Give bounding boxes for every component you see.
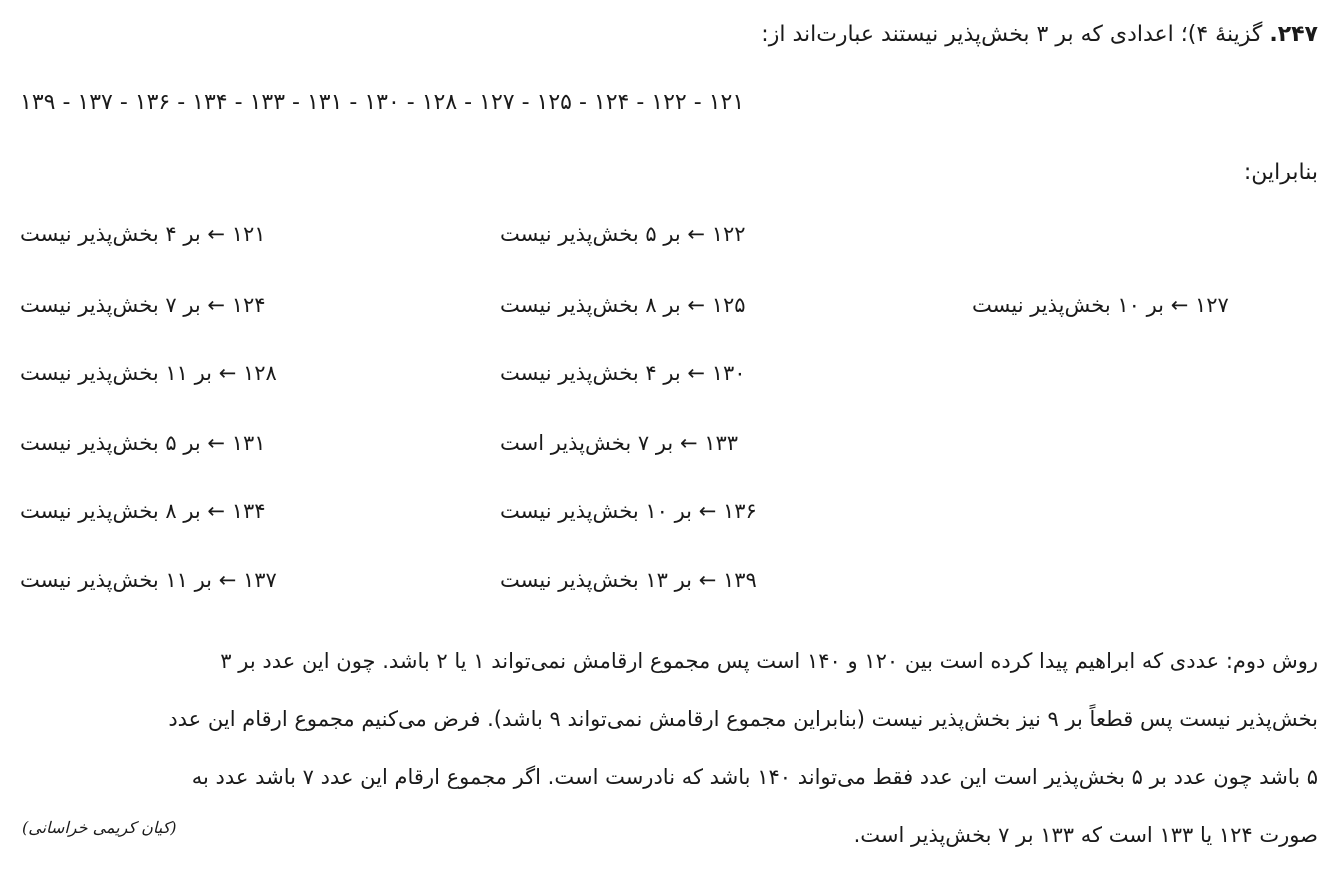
- list-item: ۱۲۸ ← بر ۱۱ بخش‌پذیر نیست: [20, 361, 277, 385]
- list-item: ۱۳۶ ← بر ۱۰ بخش‌پذیر نیست: [500, 499, 757, 523]
- list-item: ۱۳۹ ← بر ۱۳ بخش‌پذیر نیست: [500, 568, 757, 592]
- list-item: ۱۳۱ ← بر ۵ بخش‌پذیر نیست: [20, 431, 266, 455]
- list-item: ۱۲۴ ← بر ۷ بخش‌پذیر نیست: [20, 293, 266, 317]
- list-item: ۱۲۵ ← بر ۸ بخش‌پذیر نیست: [500, 293, 746, 317]
- list-item: ۱۳۷ ← بر ۱۱ بخش‌پذیر نیست: [20, 568, 277, 592]
- paragraph-line: ۵ باشد چون عدد بر ۵ بخش‌پذیر است این عدد فقط می‌تواند ۱۴۰ باشد که نادرست است. اگر مجموع ارقام این عدد ۷ باشد عدد به: [191, 765, 1318, 789]
- paragraph-line: روش دوم: عددی که ابراهیم پیدا کرده است بین ۱۲۰ و ۱۴۰ است پس مجموع ارقامش نمی‌تواند ۱ یا ۲ باشد. چون این عدد بر ۳: [220, 649, 1318, 673]
- list-item: ۱۲۷ ← بر ۱۰ بخش‌پذیر نیست: [972, 293, 1229, 317]
- list-item: ۱۲۱ ← بر ۴ بخش‌پذیر نیست: [20, 222, 266, 246]
- therefore-label: بنابراین:: [1243, 160, 1318, 185]
- problem-number: ۲۴۷.: [1269, 22, 1318, 47]
- paragraph-line: بخش‌پذیر نیست پس قطعاً بر ۹ نیز بخش‌پذیر نیست (بنابراین مجموع ارقامش نمی‌تواند ۹ باشد). فرض می‌کنیم مجموع ارقام این عدد: [168, 707, 1318, 731]
- author-signature: (کیان کریمی خراسانی): [22, 818, 177, 837]
- paragraph-line: صورت ۱۲۴ یا ۱۳۳ است که ۱۳۳ بر ۷ بخش‌پذیر است.: [853, 823, 1318, 847]
- list-item: ۱۳۳ ← بر ۷ بخش‌پذیر است: [500, 431, 739, 455]
- problem-header: [761, 24, 1318, 46]
- method-two-paragraph: [18, 632, 1318, 864]
- list-item: ۱۳۴ ← بر ۸ بخش‌پذیر نیست: [20, 499, 266, 523]
- number-sequence: ۱۲۱ - ۱۲۲ - ۱۲۴ - ۱۲۵ - ۱۲۷ - ۱۲۸ - ۱۳۰ - ۱۳۱ - ۱۳۳ - ۱۳۴ - ۱۳۶ - ۱۳۷ - ۱۳۹: [20, 90, 745, 115]
- problem-header-text: گزینهٔ ۴)؛ اعدادی که بر ۳ بخش‌پذیر نیستند عبارت‌اند از:: [761, 22, 1270, 47]
- list-item: ۱۲۲ ← بر ۵ بخش‌پذیر نیست: [500, 222, 746, 246]
- list-item: ۱۳۰ ← بر ۴ بخش‌پذیر نیست: [500, 361, 746, 385]
